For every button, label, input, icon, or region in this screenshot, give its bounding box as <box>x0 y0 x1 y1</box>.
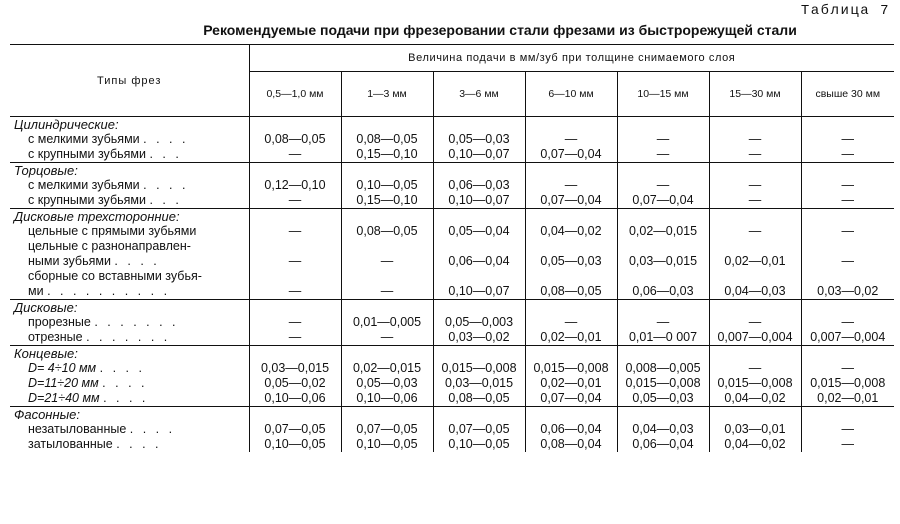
value-cell: — <box>709 224 801 239</box>
value-cell: 0,02—0,015 <box>617 224 709 239</box>
value-cell: 0,05—0,03 <box>617 391 709 407</box>
value-cell: 0,02—0,015 <box>341 361 433 376</box>
empty-cell <box>709 346 801 362</box>
empty-cell <box>801 346 894 362</box>
table-row <box>10 437 894 452</box>
row-name: с мелкими зубьями <box>28 132 140 146</box>
category-row <box>10 300 894 316</box>
category-row <box>10 346 894 362</box>
empty-cell <box>709 300 801 316</box>
feed-rate-table <box>10 44 894 452</box>
value-cell: 0,10—0,05 <box>433 437 525 452</box>
value-cell <box>525 269 617 284</box>
empty-cell <box>525 209 617 225</box>
leader-dots: . . . . <box>143 132 189 146</box>
value-cell <box>433 239 525 254</box>
empty-cell <box>249 346 341 362</box>
table-row <box>10 178 894 193</box>
value-cell <box>801 269 894 284</box>
value-cell: 0,06—0,03 <box>433 178 525 193</box>
table-title: Рекомендуемые подачи при фрезеровании стали фрезами из быстрорежущей стали <box>203 22 797 38</box>
value-cell <box>617 239 709 254</box>
value-cell: 0,04—0,02 <box>709 391 801 407</box>
value-cell: 0,04—0,03 <box>617 422 709 437</box>
empty-cell <box>341 117 433 133</box>
value-cell: 0,03—0,02 <box>801 284 894 300</box>
value-cell: 0,015—0,008 <box>525 361 617 376</box>
table-row <box>10 330 894 346</box>
row-label <box>10 391 249 407</box>
row-label <box>10 269 249 284</box>
row-label <box>10 147 249 163</box>
value-cell: — <box>249 284 341 300</box>
empty-cell <box>433 163 525 179</box>
value-cell: 0,01—0 007 <box>617 330 709 346</box>
leader-dots: . . . . <box>102 376 148 390</box>
value-cell: 0,02—0,01 <box>801 391 894 407</box>
row-label <box>10 254 249 269</box>
header-range: 1—3 мм <box>341 72 433 117</box>
header-types: Типы фрез <box>10 45 249 117</box>
empty-cell <box>525 117 617 133</box>
value-cell: 0,07—0,05 <box>249 422 341 437</box>
row-label <box>10 284 249 300</box>
value-cell: 0,03—0,01 <box>709 422 801 437</box>
empty-cell <box>341 163 433 179</box>
category-label: Торцовые: <box>10 163 249 179</box>
value-cell: 0,10—0,06 <box>341 391 433 407</box>
empty-cell <box>249 300 341 316</box>
value-cell: 0,07—0,04 <box>525 147 617 163</box>
empty-cell <box>617 300 709 316</box>
row-name: D= 4÷10 мм <box>28 361 97 375</box>
value-cell: 0,05—0,03 <box>525 254 617 269</box>
value-cell: — <box>801 193 894 209</box>
leader-dots: . . . . <box>129 422 176 436</box>
row-label <box>10 422 249 437</box>
empty-cell <box>525 346 617 362</box>
value-cell: — <box>801 254 894 269</box>
empty-cell <box>801 209 894 225</box>
value-cell: — <box>801 224 894 239</box>
empty-cell <box>249 117 341 133</box>
row-name: отрезные <box>28 330 83 344</box>
value-cell: — <box>249 224 341 239</box>
table-row <box>10 254 894 269</box>
row-name: ными зубьями <box>28 254 111 268</box>
empty-cell <box>709 117 801 133</box>
value-cell: 0,05—0,02 <box>249 376 341 391</box>
value-cell: — <box>801 361 894 376</box>
empty-cell <box>433 117 525 133</box>
value-cell: — <box>341 330 433 346</box>
table-row <box>10 147 894 163</box>
row-name: прорезные <box>28 315 91 329</box>
row-label <box>10 224 249 239</box>
empty-cell <box>801 117 894 133</box>
value-cell: — <box>801 132 894 147</box>
value-cell: 0,10—0,07 <box>433 147 525 163</box>
value-cell: — <box>617 147 709 163</box>
value-cell: 0,02—0,01 <box>525 376 617 391</box>
row-name: D=11÷20 мм <box>28 376 99 390</box>
header-range: 0,5—1,0 мм <box>249 72 341 117</box>
category-label: Дисковые трехсторонние: <box>10 209 249 225</box>
empty-cell <box>433 407 525 423</box>
row-name: с мелкими зубьями <box>28 178 140 192</box>
value-cell: 0,15—0,10 <box>341 193 433 209</box>
leader-dots: . . . . <box>114 254 160 268</box>
value-cell: 0,07—0,04 <box>617 193 709 209</box>
value-cell: 0,04—0,02 <box>525 224 617 239</box>
value-cell: 0,07—0,04 <box>525 193 617 209</box>
value-cell: 0,015—0,008 <box>433 361 525 376</box>
value-cell: 0,08—0,05 <box>525 284 617 300</box>
value-cell <box>709 269 801 284</box>
value-cell: 0,015—0,008 <box>801 376 894 391</box>
value-cell: 0,12—0,10 <box>249 178 341 193</box>
value-cell: — <box>709 315 801 330</box>
row-name: с крупными зубьями <box>28 193 146 207</box>
value-cell: 0,06—0,04 <box>617 437 709 452</box>
value-cell: 0,015—0,008 <box>617 376 709 391</box>
value-cell <box>433 269 525 284</box>
value-cell: 0,10—0,06 <box>249 391 341 407</box>
value-cell <box>525 239 617 254</box>
row-label <box>10 193 249 209</box>
header-range: 10—15 мм <box>617 72 709 117</box>
value-cell: 0,04—0,03 <box>709 284 801 300</box>
empty-cell <box>341 209 433 225</box>
leader-dots: . . . . <box>116 437 162 451</box>
row-label <box>10 315 249 330</box>
value-cell: 0,06—0,04 <box>433 254 525 269</box>
value-cell: 0,06—0,04 <box>525 422 617 437</box>
value-cell: — <box>617 178 709 193</box>
leader-dots: . . . . <box>103 391 149 405</box>
empty-cell <box>249 407 341 423</box>
empty-cell <box>341 407 433 423</box>
table-row <box>10 239 894 254</box>
category-row <box>10 209 894 225</box>
value-cell: — <box>801 422 894 437</box>
value-cell: — <box>709 361 801 376</box>
value-cell: — <box>801 437 894 452</box>
value-cell: — <box>249 330 341 346</box>
row-name: с крупными зубьями <box>28 147 146 161</box>
row-name: цельные с разнонаправлен- <box>28 239 191 253</box>
empty-cell <box>525 300 617 316</box>
value-cell: 0,10—0,07 <box>433 284 525 300</box>
category-row <box>10 163 894 179</box>
empty-cell <box>617 163 709 179</box>
table-row <box>10 422 894 437</box>
value-cell: 0,15—0,10 <box>341 147 433 163</box>
table-row <box>10 193 894 209</box>
category-label: Цилиндрические: <box>10 117 249 133</box>
value-cell: — <box>709 178 801 193</box>
table-row <box>10 284 894 300</box>
empty-cell <box>433 209 525 225</box>
empty-cell <box>433 346 525 362</box>
value-cell <box>249 239 341 254</box>
empty-cell <box>617 117 709 133</box>
row-name: сборные со вставными зубья- <box>28 269 202 283</box>
empty-cell <box>709 407 801 423</box>
value-cell: — <box>801 147 894 163</box>
empty-cell <box>341 346 433 362</box>
value-cell <box>801 239 894 254</box>
header-group: Величина подачи в мм/зуб при толщине снимаемого слоя <box>249 45 894 72</box>
leader-dots: . . . . . . . <box>86 330 171 344</box>
header-range: 3—6 мм <box>433 72 525 117</box>
empty-cell <box>249 163 341 179</box>
row-name: ми <box>28 284 44 298</box>
leader-dots: . . . . <box>143 178 189 192</box>
table-row <box>10 224 894 239</box>
value-cell <box>617 269 709 284</box>
row-label <box>10 376 249 391</box>
leader-dots: . . . . . . . <box>94 315 179 329</box>
value-cell: 0,05—0,04 <box>433 224 525 239</box>
value-cell: — <box>249 254 341 269</box>
value-cell: — <box>525 178 617 193</box>
category-label: Концевые: <box>10 346 249 362</box>
value-cell: 0,08—0,05 <box>341 132 433 147</box>
leader-dots: . . . <box>149 193 182 207</box>
value-cell: — <box>341 284 433 300</box>
value-cell: — <box>617 132 709 147</box>
row-label <box>10 361 249 376</box>
value-cell: 0,07—0,05 <box>433 422 525 437</box>
value-cell: — <box>249 193 341 209</box>
table-row <box>10 376 894 391</box>
header-range: 6—10 мм <box>525 72 617 117</box>
value-cell: 0,08—0,05 <box>433 391 525 407</box>
row-name: незатылованные <box>28 422 127 436</box>
value-cell: 0,06—0,03 <box>617 284 709 300</box>
table-number: Таблица 7 <box>800 3 890 19</box>
value-cell: — <box>249 315 341 330</box>
value-cell: 0,02—0,01 <box>525 330 617 346</box>
leader-dots: . . . <box>149 147 182 161</box>
empty-cell <box>433 300 525 316</box>
empty-cell <box>709 209 801 225</box>
value-cell: — <box>709 132 801 147</box>
value-cell: 0,02—0,01 <box>709 254 801 269</box>
value-cell: 0,07—0,05 <box>341 422 433 437</box>
table-row <box>10 269 894 284</box>
table-row <box>10 132 894 147</box>
value-cell: 0,01—0,005 <box>341 315 433 330</box>
empty-cell <box>341 300 433 316</box>
value-cell: 0,10—0,07 <box>433 193 525 209</box>
empty-cell <box>525 407 617 423</box>
row-label <box>10 132 249 147</box>
empty-cell <box>525 163 617 179</box>
row-label <box>10 239 249 254</box>
value-cell: 0,07—0,04 <box>525 391 617 407</box>
table-body <box>10 117 894 453</box>
value-cell <box>249 269 341 284</box>
category-row <box>10 117 894 133</box>
value-cell: — <box>709 147 801 163</box>
value-cell: — <box>617 315 709 330</box>
empty-cell <box>617 209 709 225</box>
category-label: Дисковые: <box>10 300 249 316</box>
category-row <box>10 407 894 423</box>
value-cell: 0,10—0,05 <box>341 178 433 193</box>
row-name: D=21÷40 мм <box>28 391 100 405</box>
row-label <box>10 437 249 452</box>
value-cell: 0,08—0,04 <box>525 437 617 452</box>
category-label: Фасонные: <box>10 407 249 423</box>
value-cell: 0,05—0,03 <box>341 376 433 391</box>
value-cell <box>341 269 433 284</box>
leader-dots: . . . . . . . . . . <box>47 284 171 298</box>
value-cell: — <box>709 193 801 209</box>
value-cell: 0,007—0,004 <box>709 330 801 346</box>
value-cell: 0,10—0,05 <box>249 437 341 452</box>
value-cell: 0,008—0,005 <box>617 361 709 376</box>
value-cell: — <box>341 254 433 269</box>
table-header <box>10 45 894 117</box>
value-cell: 0,03—0,015 <box>249 361 341 376</box>
value-cell: — <box>801 178 894 193</box>
value-cell: 0,08—0,05 <box>341 224 433 239</box>
row-name: цельные с прямыми зубьями <box>28 224 197 238</box>
value-cell: 0,05—0,03 <box>433 132 525 147</box>
row-label <box>10 330 249 346</box>
value-cell <box>341 239 433 254</box>
empty-cell <box>801 163 894 179</box>
value-cell: — <box>249 147 341 163</box>
value-cell: 0,04—0,02 <box>709 437 801 452</box>
value-cell: 0,03—0,015 <box>617 254 709 269</box>
table-row <box>10 391 894 407</box>
empty-cell <box>801 407 894 423</box>
empty-cell <box>617 346 709 362</box>
value-cell: — <box>525 132 617 147</box>
table-row <box>10 315 894 330</box>
value-cell: 0,08—0,05 <box>249 132 341 147</box>
value-cell: 0,10—0,05 <box>341 437 433 452</box>
value-cell <box>709 239 801 254</box>
empty-cell <box>249 209 341 225</box>
row-name: затылованные <box>28 437 113 451</box>
value-cell: 0,03—0,015 <box>433 376 525 391</box>
header-range: 15—30 мм <box>709 72 801 117</box>
value-cell: — <box>525 315 617 330</box>
empty-cell <box>617 407 709 423</box>
value-cell: 0,007—0,004 <box>801 330 894 346</box>
empty-cell <box>801 300 894 316</box>
value-cell: 0,015—0,008 <box>709 376 801 391</box>
value-cell: 0,05—0,003 <box>433 315 525 330</box>
header-range: свыше 30 мм <box>801 72 894 117</box>
row-label <box>10 178 249 193</box>
table-row <box>10 361 894 376</box>
value-cell: — <box>801 315 894 330</box>
leader-dots: . . . . <box>99 361 145 375</box>
value-cell: 0,03—0,02 <box>433 330 525 346</box>
empty-cell <box>709 163 801 179</box>
